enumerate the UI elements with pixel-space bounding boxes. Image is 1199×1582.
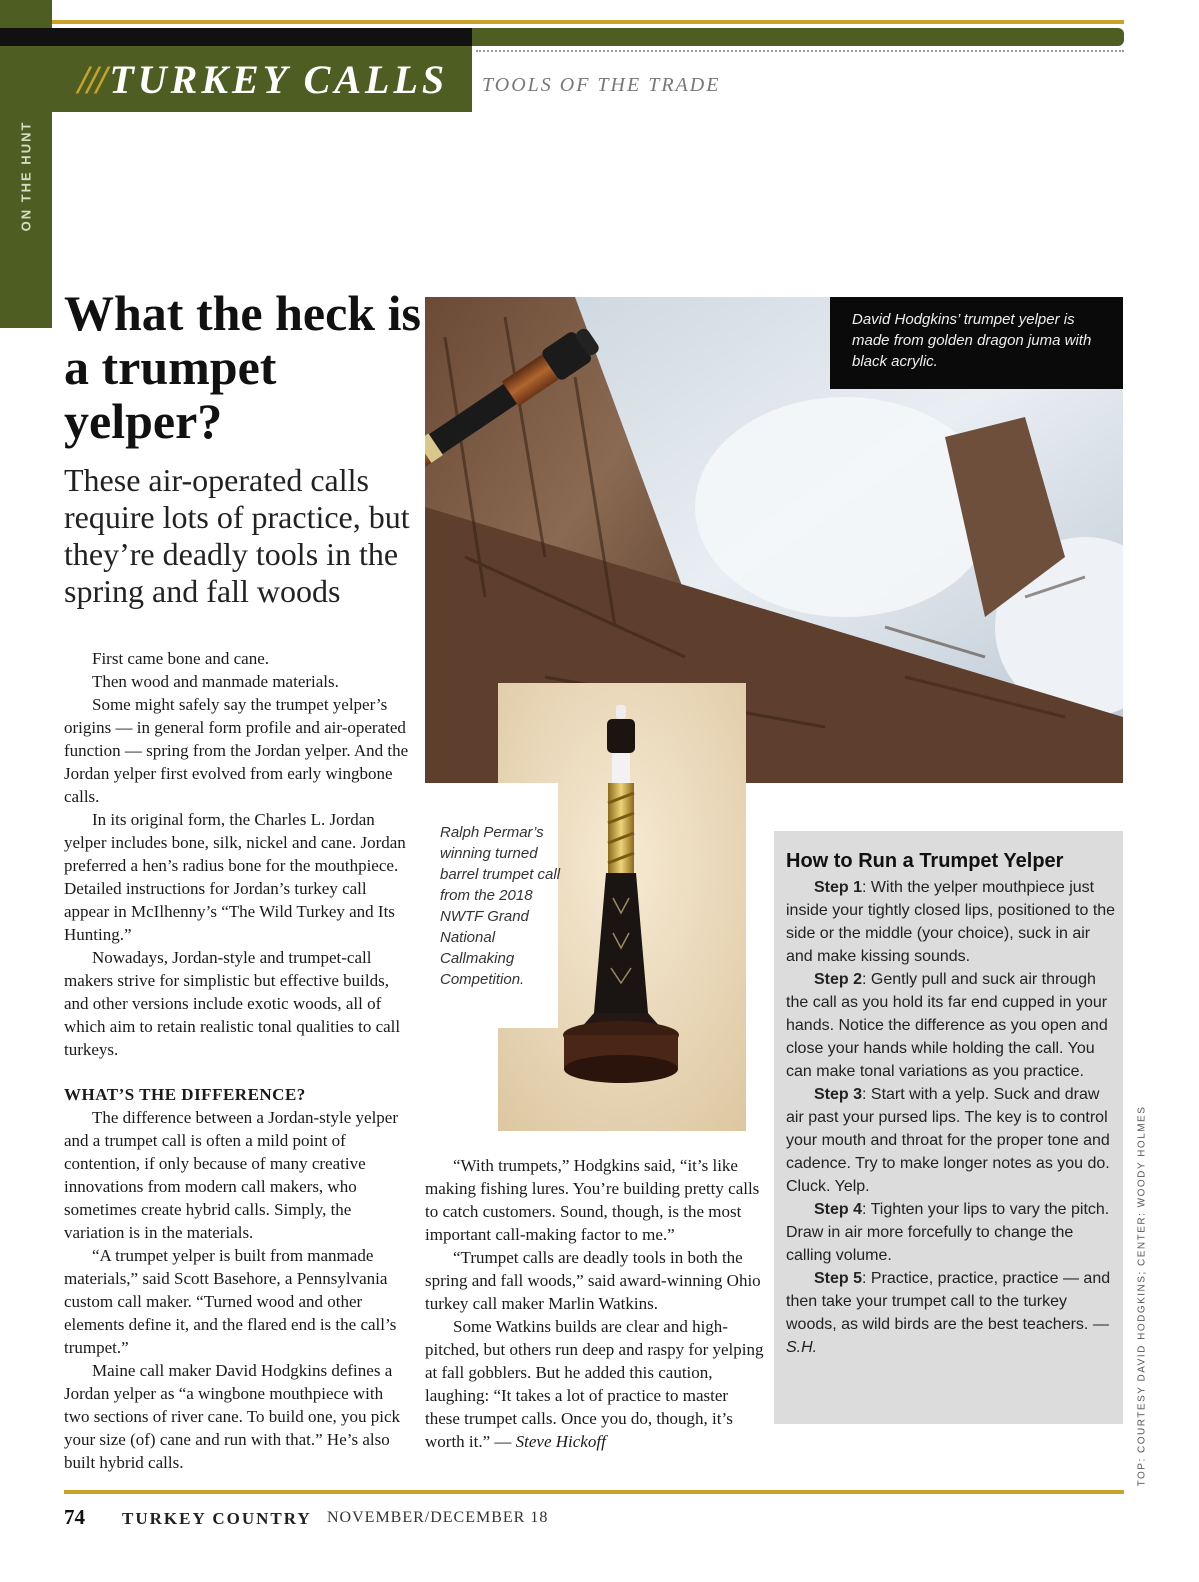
body-paragraph: “With trumpets,” Hodgkins said, “it’s like making fishing lures. You’re building pretty calls to catch customers. Sound, though, is the most important call-making factor to me.” [425,1156,760,1244]
step-label: Step 2 [814,971,863,988]
body-paragraph: The difference between a Jordan-style yelper and a trumpet call is often a mild point of contention, if only because of many creative innovations from modern call makers, who sometimes create hybrid calls. Simply, the variation is in the materials. [64,1108,399,1242]
step-label: Step 5 [814,1270,863,1287]
body-paragraph: Then wood and manmade materials. [92,672,339,691]
sidebar-step [786,1267,1116,1359]
body-paragraph: Nowadays, Jordan-style and trumpet-call makers strive for simplistic but effective builds, and other versions include exotic woods, all of which aim to retain realistic tonal qualities to call turkeys. [64,948,401,1059]
article-column-1 [64,647,410,1061]
header-black-bar [52,28,472,46]
page-number: 74 [64,1505,85,1529]
body-paragraph: “A trumpet yelper is built from manmade materials,” said Scott Basehore, a Pennsylvania custom call maker. “Turned wood and other elements define it, and the flared end is the call’s trumpet.” [64,1246,397,1357]
header-green-bar [472,28,1124,46]
body-paragraph: First came bone and cane. [92,649,270,668]
article-dek: These air-operated calls require lots of practice, but they’re deadly tools in the spring and fall woods [64,462,410,609]
step-label: Step 3 [814,1086,863,1103]
photo-credit: TOP: COURTESY DAVID HODGKINS; CENTER: WOODY HOLMES [1136,1105,1148,1487]
article-column-2 [425,1154,765,1453]
article-subhead: WHAT’S THE DIFFERENCE? [64,1085,306,1104]
section-title-text: TURKEY CALLS [109,57,449,102]
body-paragraph: “Trumpet calls are deadly tools in both the spring and fall woods,” said award-winning Ohio turkey call maker Marlin Watkins. [425,1248,761,1313]
sidebar-steps [786,876,1116,1359]
step-text: : Gently pull and suck air through the call as you hold its far end cupped in your hands. Notice the difference as you open and close your hands while holding the call. You can make tonal variations as you practice. [786,971,1108,1080]
magazine-name: TURKEY COUNTRY [122,1509,312,1528]
body-text: Some Watkins builds are clear and high-pitched, but others run deep and raspy for yelping at fall gobblers. But he added this caution, laughing: “It takes a lot of practice to master these trumpet calls. Once you do, though, it’s worth it.” — [425,1317,764,1451]
title-slashes: /// [78,57,106,102]
sidebar-step [786,1198,1116,1267]
step-text: : Start with a yelp. Suck and draw air past your pursed lips. The key is to control your mouth and throat for the proper tone and cadence. Try to make longer notes as you do. Cluck. Yelp. [786,1086,1110,1195]
step-text: : With the yelper mouthpiece just inside your tightly closed lips, positioned to the side or the middle (your choice), suck in air and make kissing sounds. [786,879,1116,965]
header-dotted-rule [476,50,1124,52]
step-label: Step 4 [814,1201,863,1218]
issue-date: NOVEMBER/DECEMBER 18 [327,1509,549,1526]
sidebar-step [786,876,1116,968]
sidebar-step [786,968,1116,1083]
section-side-label: ON THE HUNT [18,120,34,232]
sidebar-step [786,1083,1116,1198]
body-paragraph [425,1315,765,1453]
sidebar-signoff: S.H. [786,1339,818,1356]
step-text: : Practice, practice, practice — and then take your trumpet call to the turkey woods, as wild birds are the best teachers. — [786,1270,1111,1333]
second-photo-caption: Ralph Permar’s winning turned barrel trumpet call from the 2018 NWTF Grand National Callmaking Competition. [440,824,561,988]
article-headline: What the heck is a trumpet yelper? [64,285,421,449]
footer-rule [64,1490,1124,1494]
section-subtitle: TOOLS OF THE TRADE [482,74,721,96]
sidebar-title: How to Run a Trumpet Yelper [786,850,1064,872]
body-paragraph: Some might safely say the trumpet yelper’s origins — in general form profile and air-operated function — spring from the Jordan yelper. And the Jordan yelper first evolved from early wingbone calls. [64,695,409,806]
article-column-1-lower [64,1084,410,1474]
body-paragraph: Maine call maker David Hodgkins defines a Jordan yelper as “a wingbone mouthpiece with two sections of river cane. To build one, you pick your size (of) cane and run with that.” He’s also built hybrid calls. [64,1361,401,1472]
step-label: Step 1 [814,879,863,896]
body-paragraph: In its original form, the Charles L. Jordan yelper includes bone, silk, nickel and cane. Jordan preferred a hen’s radius bone for the mouthpiece. Detailed instructions for Jordan’s turkey call appear in McIlhenny’s “The Wild Turkey and Its Hunting.” [64,810,406,944]
section-title [78,56,448,103]
step-text: : Tighten your lips to vary the pitch. Draw in air more forcefully to change the calling volume. [786,1201,1110,1264]
top-rule [52,20,1124,24]
author-byline: Steve Hickoff [515,1432,606,1451]
side-band-accent [0,28,52,46]
main-photo-caption: David Hodgkins’ trumpet yelper is made from golden dragon juma with black acrylic. [852,311,1092,370]
